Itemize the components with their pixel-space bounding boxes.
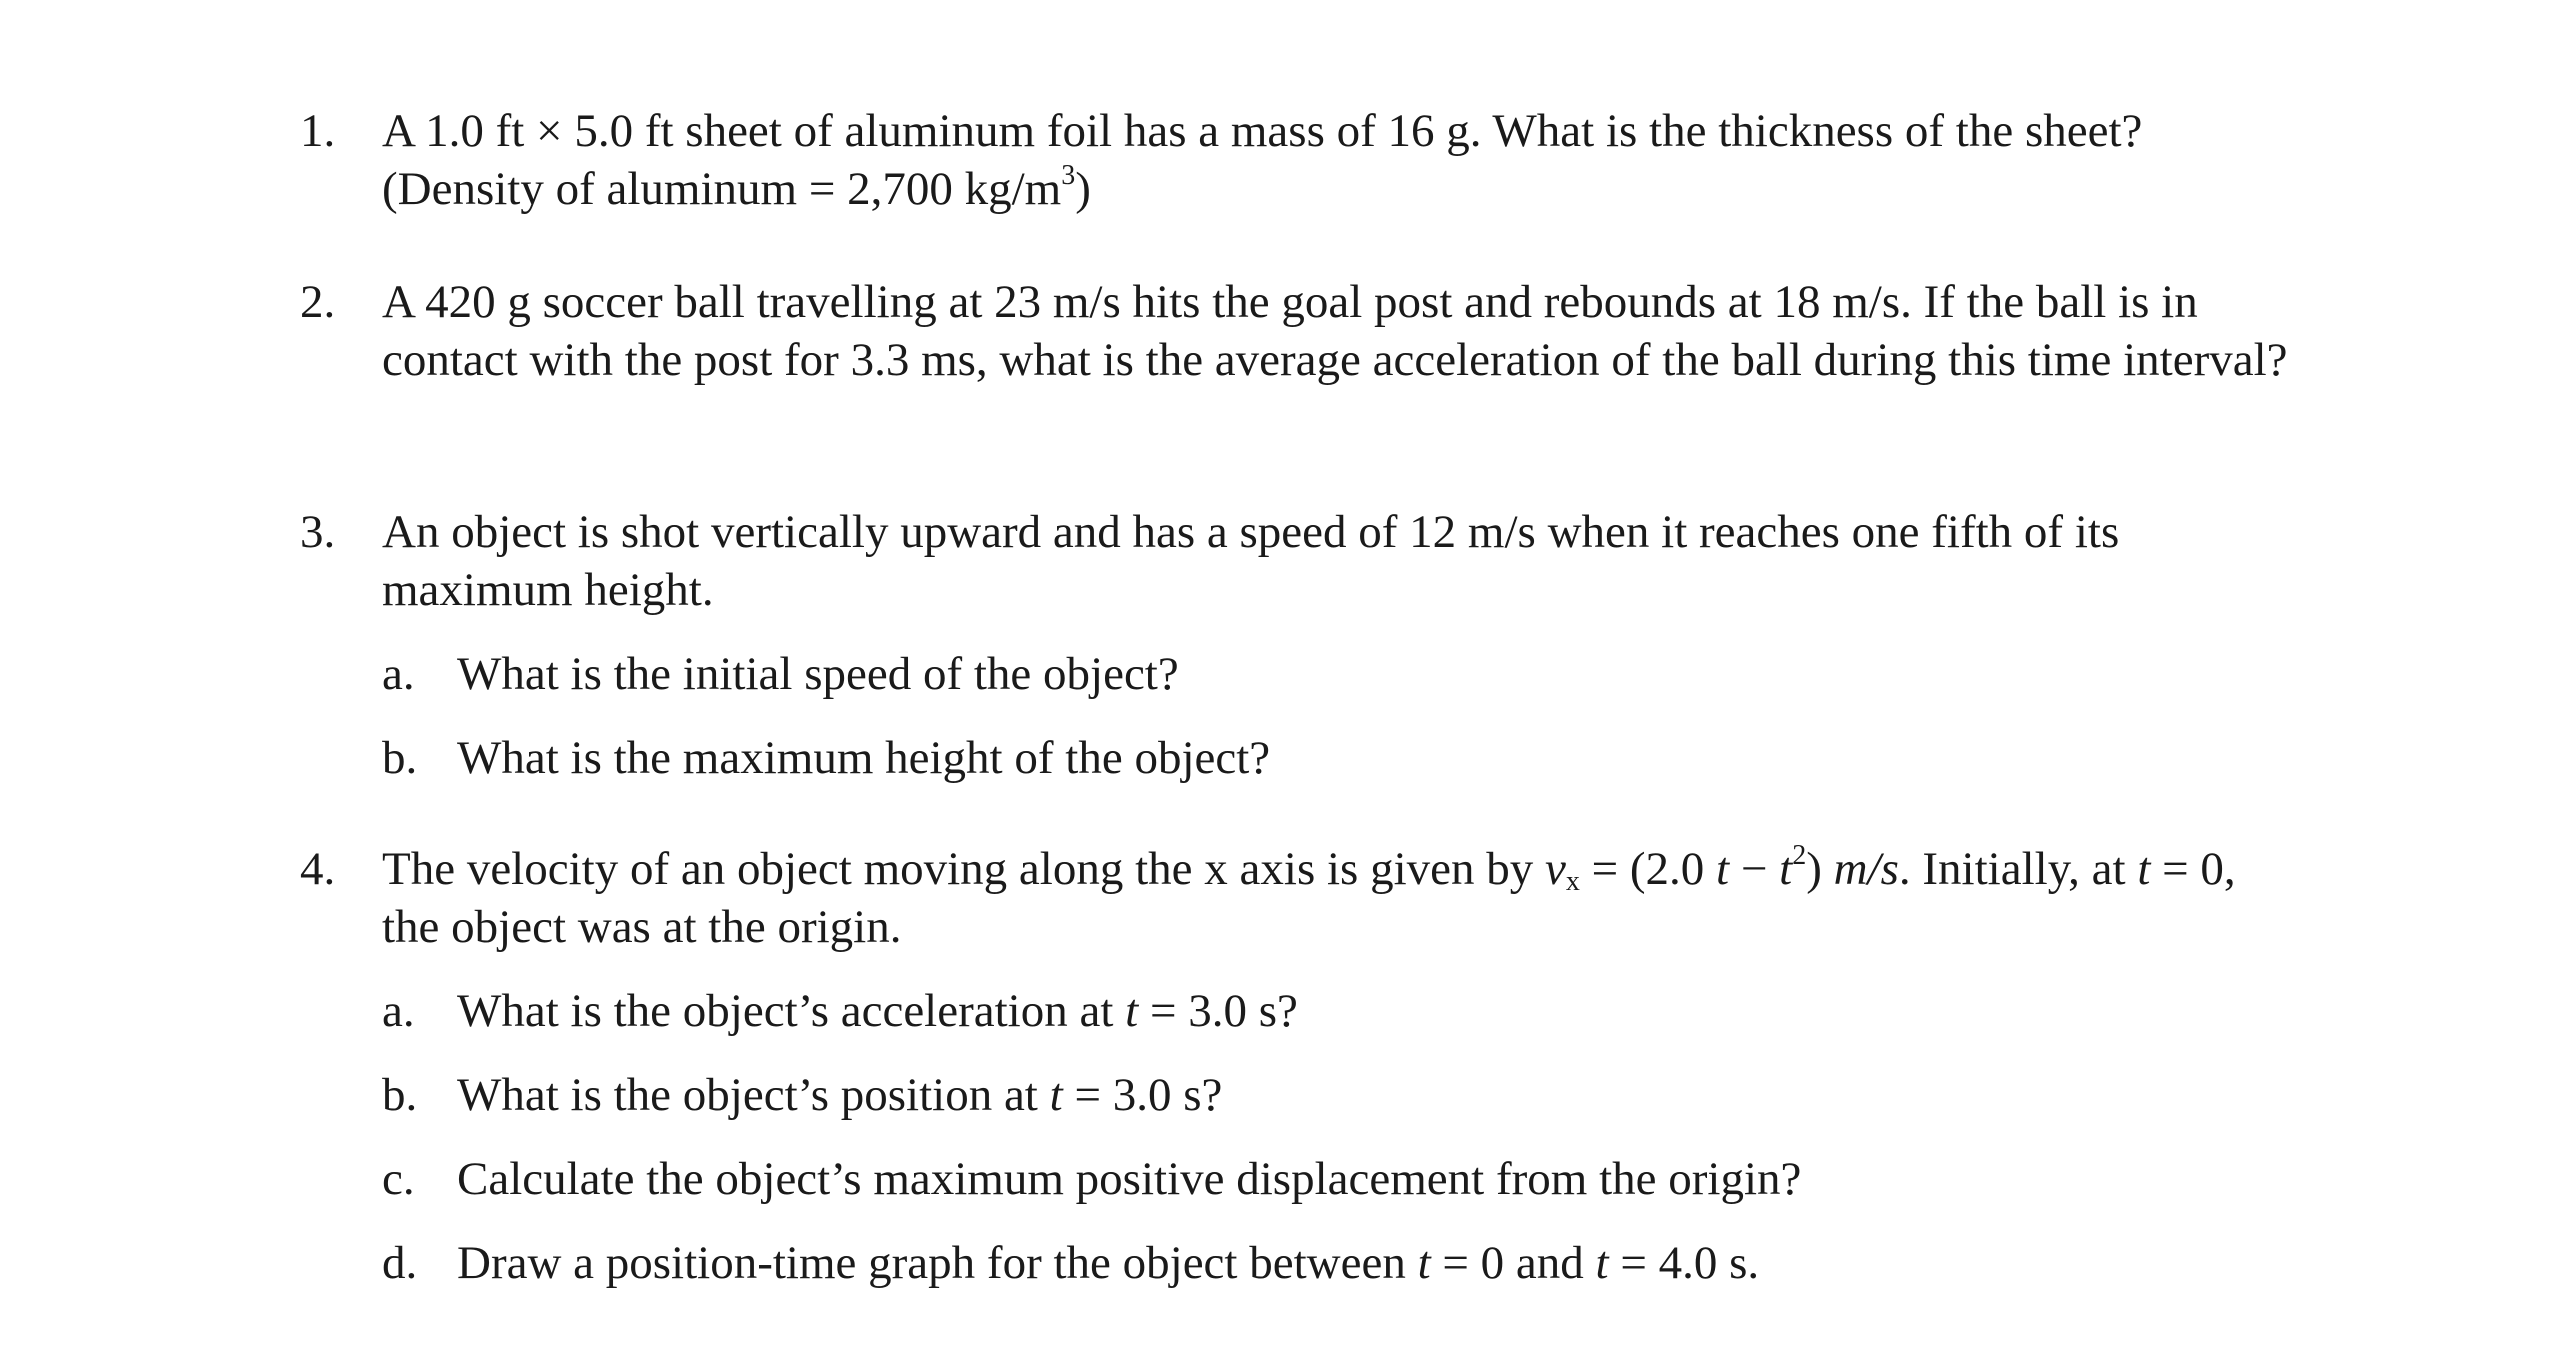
time-symbol: t xyxy=(1716,843,1730,895)
subquestion-text-part: Draw a position-time graph for the object between xyxy=(457,1237,1418,1289)
problem-text-part: = 0, the object was at the origin. xyxy=(382,843,2236,953)
problem-text-part: = (2.0 xyxy=(1579,843,1717,895)
problem-text: A 420 g soccer ball travelling at 23 m/s hits the goal post and rebounds at 18 m/s. If the ball is in contact with the post for 3.3 ms, what is the average acceleration of the ball during this time interval? xyxy=(382,276,2288,386)
subquestion-letter: d. xyxy=(382,1237,418,1289)
problem-text-part: A 1.0 ft × 5.0 ft sheet of aluminum foil has a mass of 16 g. What is the thickness of the sheet? (Density of aluminum = 2,700 kg/m xyxy=(382,105,2143,215)
problem-3 xyxy=(300,503,2300,787)
time-symbol: t xyxy=(1595,1237,1609,1289)
subquestion-b xyxy=(382,729,2300,787)
superscript: 3 xyxy=(1061,160,1076,191)
subquestion-d xyxy=(382,1234,2300,1292)
time-symbol: t xyxy=(2137,843,2151,895)
problem-text-part: ) xyxy=(1075,163,1091,215)
problem-2 xyxy=(300,273,2300,389)
subquestion-letter: a. xyxy=(382,648,415,700)
time-symbol: t xyxy=(1779,843,1793,895)
subquestion-a xyxy=(382,645,2300,703)
problem-text-part: The velocity of an object moving along the x axis is given by xyxy=(382,843,1545,895)
subquestion-letter: b. xyxy=(382,732,418,784)
problem-number: 1. xyxy=(300,105,336,157)
problem-text-part: − xyxy=(1729,843,1780,895)
problem-number: 3. xyxy=(300,506,336,558)
subquestion-text-part: What is the object’s position at xyxy=(457,1069,1050,1121)
subquestion-text: What is the initial speed of the object? xyxy=(457,648,1179,700)
subquestion-b xyxy=(382,1066,2300,1124)
problem-text: An object is shot vertically upward and has a speed of 12 m/s when it reaches one fifth of its maximum height. xyxy=(382,506,2120,616)
problem-number: 4. xyxy=(300,843,336,895)
subquestion-text-part: What is the object’s acceleration at xyxy=(457,985,1126,1037)
problem-4 xyxy=(300,840,2300,1292)
time-symbol: t xyxy=(1417,1237,1431,1289)
problem-1 xyxy=(300,102,2300,218)
subquestion-letter: a. xyxy=(382,985,415,1037)
subquestion-letter: b. xyxy=(382,1069,418,1121)
subquestion-text xyxy=(457,1234,2300,1292)
time-symbol: t xyxy=(1049,1069,1063,1121)
problem-text-part: ) xyxy=(1806,843,1834,895)
subquestion-letter: c. xyxy=(382,1153,415,1205)
subquestion-text-part: = 0 and xyxy=(1430,1237,1596,1289)
problem-text xyxy=(382,840,2300,956)
subquestion-text: What is the maximum height of the object? xyxy=(457,732,1271,784)
problem-text xyxy=(382,102,2300,218)
unit: m/s xyxy=(1833,843,1899,895)
subscript: x xyxy=(1565,866,1580,897)
subquestion-a xyxy=(382,982,2300,1040)
subquestion-text xyxy=(457,982,2300,1040)
subquestion-text-part: = 4.0 s. xyxy=(1608,1237,1760,1289)
subquestion-text: Calculate the object’s maximum positive displacement from the origin? xyxy=(457,1153,1802,1205)
subquestion-text xyxy=(457,1066,2300,1124)
problem-number: 2. xyxy=(300,276,336,328)
time-symbol: t xyxy=(1125,985,1139,1037)
subquestion-text-part: = 3.0 s? xyxy=(1062,1069,1223,1121)
problem-text-part: . Initially, at xyxy=(1898,843,2138,895)
velocity-symbol: v xyxy=(1545,843,1566,895)
superscript: 2 xyxy=(1792,840,1807,871)
subquestion-c xyxy=(382,1150,2300,1208)
subquestion-text-part: = 3.0 s? xyxy=(1138,985,1298,1037)
